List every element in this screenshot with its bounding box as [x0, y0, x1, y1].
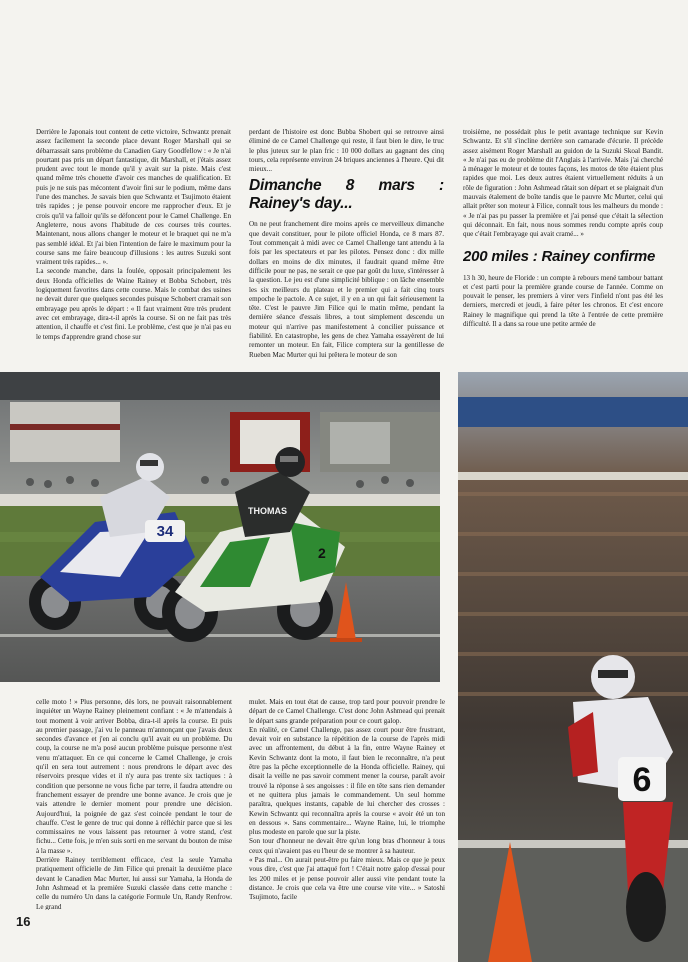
page-number: 16 [16, 914, 31, 929]
paragraph: 13 h 30, heure de Floride : un compte à rebours mené tambour battant et c'est parti pour la première grande course de l'année. Comme on pouvait le penser, les premiers à virer vers l'infield n'ont pas été les derniers, mercredi et jeudi, à faire péter les chronos. Et c'est encore Rainey le magnifique qui prend la tête à l'entrée de cette première difficulté. Il a dans sa roue une petite armée de [463, 273, 663, 329]
paragraph: Derrière le Japonais tout content de cette victoire, Schwantz prenait assez facilement la seconde place devant Roger Marshall qui se débarrassait sans problème du Canadien Gary Goodfellow : « Je n'ai pourtant pas pris un départ fantastique, dit Marshall, et j'étais assez prudent avec tout le monde qu'il y avait sur la piste. Mais c'est quand même très chouette d'avoir ces manches de qualification. Et puis je ne suis pas mécontent d'avoir fini sur le podium, même dans l'une des manches. Je savais bien que Schwantz et Tsujimoto étaient très rapides ; je pense pouvoir encore me rapprocher d'eux. Et je crois qu'il va falloir qu'ils se défoncent pour le Camel Challenge. En Angleterre, nous avons l'habitude de ces courses très courtes. Maintenant, nous allons changer le moteur et le braquet qui ne m'a pas semblé idéal. Et j'ai bien l'intention de faire le maximum pour la course sans me faire beaucoup d'illusions : les autres Suzuki sont vraiment très rapides... ». [36, 128, 231, 267]
rainey-photo-illustration [458, 372, 688, 962]
paragraph: « Pas mal... On aurait peut-être pu faire mieux. Mais ce que je peux vous dire, c'est que j'ai attaqué fort ! C'était notre galop d'essai pour les 200 miles et je pense pouvoir aller aussi vite pendant toute la distance. Je crois que cela va être une course vite vite... » Satoshi Tsujimoto, facile [249, 856, 445, 902]
paragraph: perdant de l'histoire est donc Bubba Shobert qui se retrouve ainsi éliminé de ce Camel Challenge qui reste, il faut bien le dire, le truc le plus juteux sur le plan fric : 10 000 dollars au gagnant des cinq tours, cela représente environ 24 briques anciennes à l'heure. Qui dit mieux... [249, 128, 444, 174]
article-column-2 [249, 128, 444, 371]
article-column-4 [36, 698, 232, 910]
paragraph: troisième, ne possédait plus le petit avantage technique sur Kevin Schwantz. Et s'il s'incline derrière son camarade d'écurie. Il précède assez aisément Roger Marshall au guidon de la Suzuki Skoal Bandit. « Je n'ai pas eu de problème dit l'Anglais à l'arrivée. Mais j'ai cherché à ménager le moteur et de toutes façons, les motos de tête étaient plus rapides que moi. Les deux autres étaient virtuellement réduits à un rôle de figuration : John Ashmead râtait son départ et se plaignait d'un mauvais étalement de boîte tandis que le pauvre Mc Murter, celui qui allait prêter son moteur à Filice, connaît tous les malheurs du monde : « Je n'ai pas pu passer la première et j'ai pensé que c'était la sélection qui déconnait. En fait, nous nous sommes rendu compte après coup que c'était l'embrayage qui avait cramé... » [463, 128, 663, 239]
paragraph: celle moto ! » Plus personne, dès lors, ne pouvait raisonnablement inquiéter un Wayne Rainey pleinement confiant : « Je m'attendais à tout moment à voir arriver Bobba, dira-t-il après la course. Et puis au premier passage, j'ai vu le panneau m'annonçant que j'avais deux secondes d'avance et j'en ai conclu qu'il avait eu un problème. Du coup, la course ne m'a posé aucun problème puisque personne n'est venu m'attaquer. En ce qui concerne le Camel Challenge, je crois qu'il en sera tout autrement : nous prendrons le départ avec des réservoirs presque vides et il n'y aura pas trente six tactiques : à condition que personne ne vous fiche par terre, il faudra attendre ou franchement essayer de prendre une bonne avance. Je crois que je vais attendre le dernier moment pour prendre une décision. Aujourd'hui, la poignée de gaz s'est coincée pendant le tour de chauffe. C'est le genre de truc qui donne à réfléchir parce que si les commissaires ne vous laissent pas retourner à votre stand, c'est fichu... Cette fois, je m'en suis sorti en me servant du bouton de mise à la masse ». [36, 698, 232, 855]
rainey-photo [458, 372, 688, 962]
article-column-3 [463, 128, 663, 371]
race-number-2: 2 [318, 545, 326, 561]
paragraph: En réalité, ce Camel Challenge, pas assez court pour être frustrant, devait voir en substance la répétition de la course de l'après midi avec un affrontement, du début à la fin, entre Wayne Rainey et Kevin Schwantz dont la moto, il faut bien le reconnaître, n'a peut être pas la pêche exceptionnelle de la Honda officielle. Rainey, qui disait la veille ne pas savoir comment mener la course, paraît avoir trouvé la réponse à ses angoisses : il file en tête sans rien demander et ne quittera plus jamais le commandement. Un seul homme paraîtra, quelques instants, capable de lui chercher des crosses : Kewin Schwantz qui reconnaîtra après la course « avoir été un ton en dessous ». Sans commentaire... Wayne Raine, lui, le triomphe plus modeste en parole que sur la piste. [249, 725, 445, 837]
watermark-logo [330, 422, 390, 464]
paragraph: mulet. Mais en tout état de cause, trop tard pour pouvoir prendre le départ de ce Camel Challenge. C'est donc John Ashmead qui prenait le départ sans grande préparation pour ce court galop. [249, 698, 445, 725]
article-column-5 [249, 698, 445, 943]
section-heading-rainey-day: Dimanche 8 mars : Rainey's day... [249, 177, 444, 213]
race-number-34: 34 [156, 523, 174, 540]
sponsor-thomas: THOMAS [248, 506, 287, 516]
race-number-6: 6 [632, 761, 652, 799]
paragraph: Derrière Rainey terriblement efficace, c'est la seule Yamaha pratiquement officielle de Jim Filice qui prenait la deuxième place devant le Canadien Mac Murter, lui aussi sur Yamaha, la Honda de John Ashmead et la première Suzuki classée dans cette manche : celle du numéro Un dans la catégorie Formule Un, Randy Renfrow. Le grand [36, 856, 232, 910]
paragraph: La seconde manche, dans la foulée, opposait principalement les deux Honda officielles de Waine Rainey et Bobba Schobert, très logiquement favorites dans cette course. Mais le combat des usines ne devait durer que quelques secondes puisque Schobert cramait son embrayage peu après le départ : « Il faut vraiment être très prudent avec cet embrayage, dira-t-il après la course. Si on ne fait pas très attention, il chauffe et c'est fini. Le problème, c'est que je n'ai pas eu le temps d'apprendre grand chose sur [36, 267, 231, 341]
paragraph: Son tour d'honneur ne devait être qu'un long bras d'honneur à tous ceux qui n'avaient pas eu l'heur de se montrer à sa hauteur. [249, 837, 445, 855]
race-photo-illustration [0, 372, 440, 682]
main-race-photo [0, 372, 440, 682]
article-column-1 [36, 128, 231, 371]
paragraph: On ne peut franchement dire moins après ce merveilleux dimanche que devait constituer, pour le pilote officiel Honda, ce 8 mars 87. Tout commençait à midi avec ce Camel Challenge tant attendu à la fois par les spectateurs et par les pilotes. Pensez donc : dix mille dollars en moins de dix minutes, il faudrait quand même être difficile pour ne pas, ne serait ce que par goût du luxe, s'intéresser à la question. Le jeu est d'une simplicité biblique : on lâche ensemble les six meilleurs du plateau et le premier qui a fait cinq tours empoche le pactole. A ce sujet, il y en a un qui fait sérieusement la tête. C'est le pauvre Jim Filice qui le matin même, pendant la dernière séance d'essais libres, a tout simplement descendu un moteur qui n'arrive pas manifestement à concilier puissance et fiabilité. En catastrophe, les gens de chez Yamaha essayèrent de lui remonter un moteur. En fait, Filice comptera sur la gentillesse de Rueben Mac Murter qui lui prêtera le moteur de son [249, 220, 444, 359]
section-heading-200-miles: 200 miles : Rainey confirme [463, 247, 656, 265]
